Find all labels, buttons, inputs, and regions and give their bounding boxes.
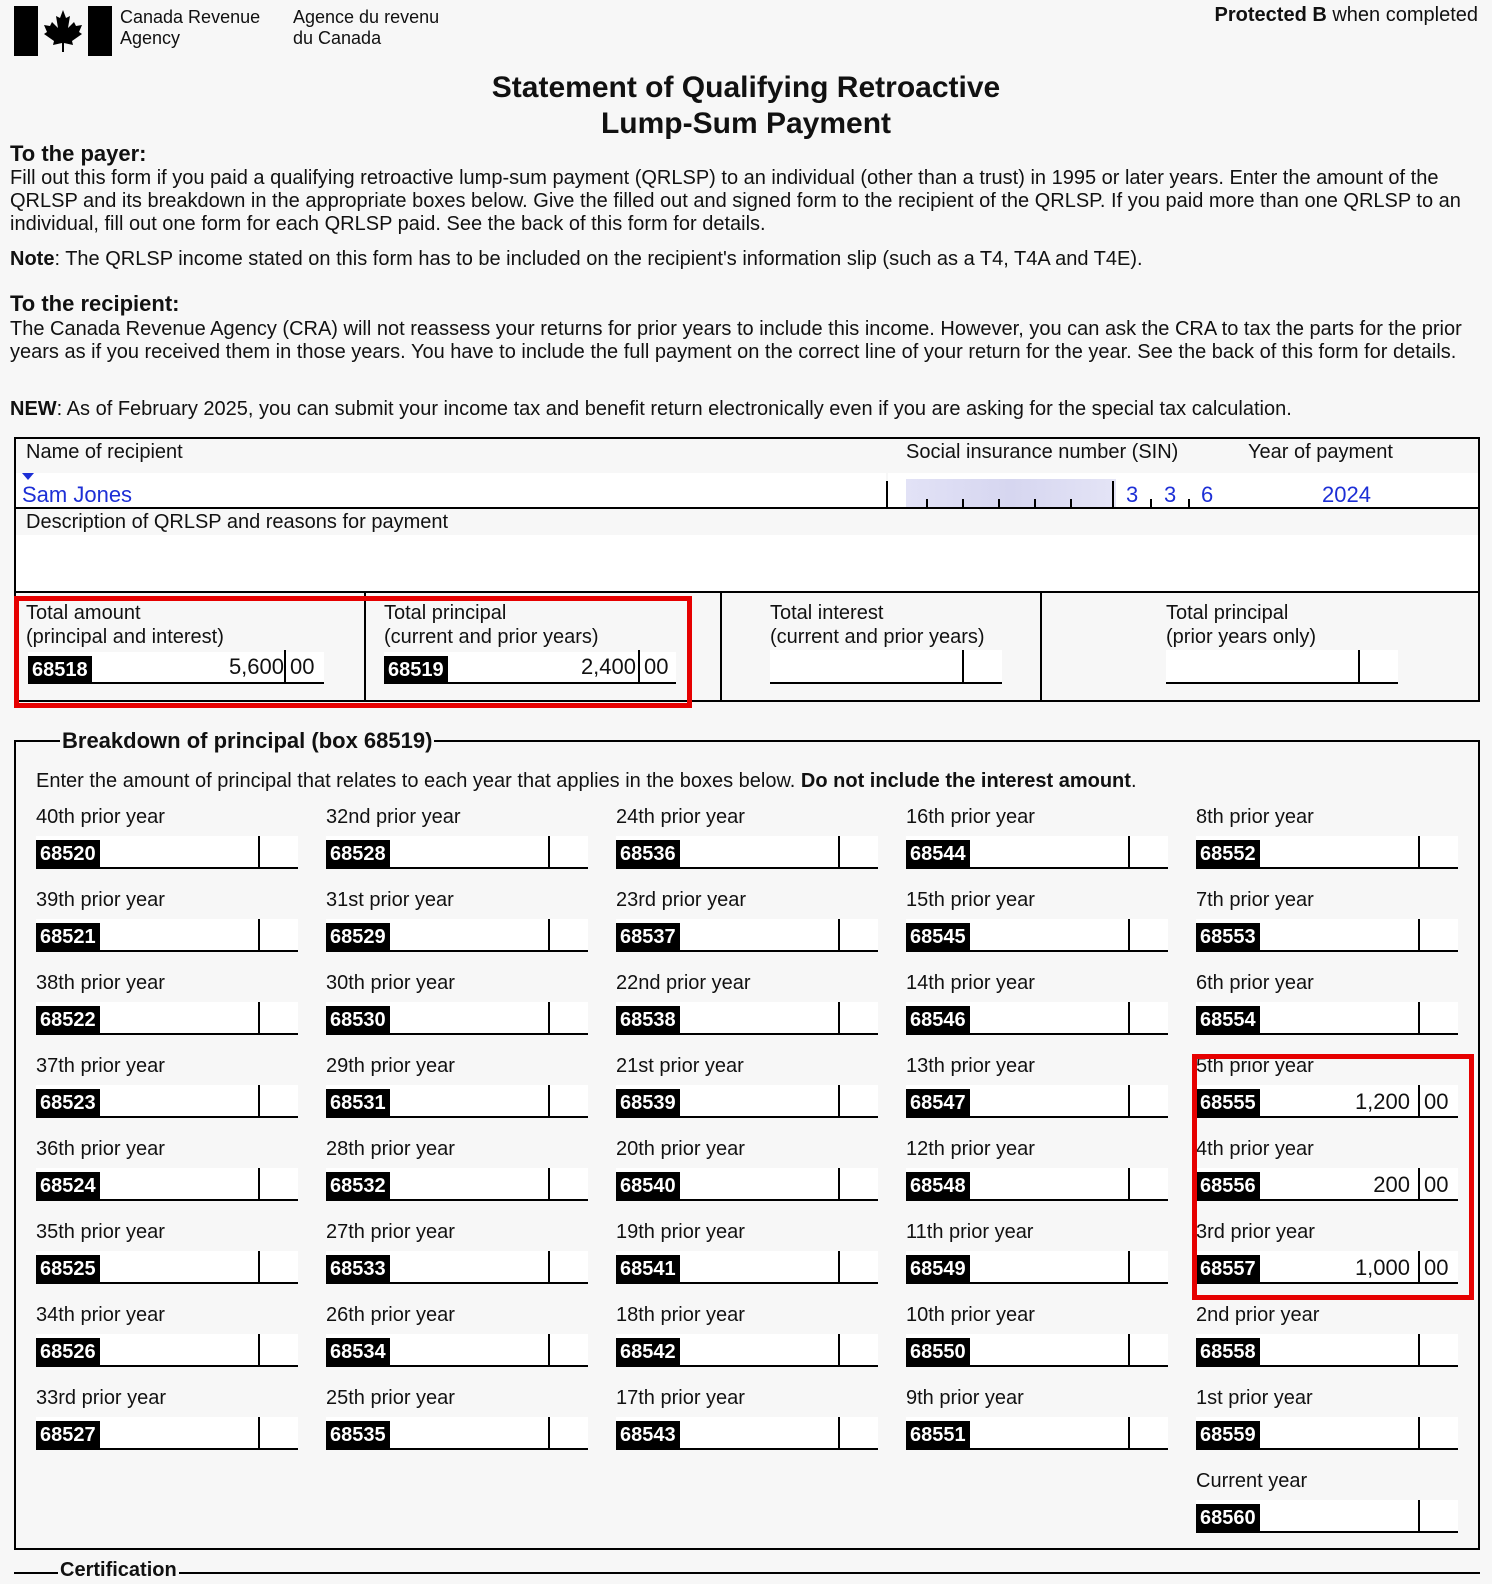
box-code: 68538 xyxy=(616,1006,680,1034)
year-label: 9th prior year xyxy=(906,1387,1024,1409)
year-label: 6th prior year xyxy=(1196,972,1314,994)
name-field[interactable] xyxy=(16,473,886,507)
principal-year-cell xyxy=(1196,1387,1458,1457)
year-label: 11th prior year xyxy=(906,1221,1034,1243)
year-label: 37th prior year xyxy=(36,1055,165,1077)
principal-year-cell xyxy=(1196,1470,1458,1540)
principal-year-cell xyxy=(36,972,298,1042)
agency-name-en: Canada Revenue Agency xyxy=(120,7,261,48)
box-code: 68551 xyxy=(906,1421,970,1449)
box-code: 68530 xyxy=(326,1006,390,1034)
principal-year-cell xyxy=(906,972,1168,1042)
box-code: 68523 xyxy=(36,1089,100,1117)
box-code: 68521 xyxy=(36,923,100,951)
year-label: 16th prior year xyxy=(906,806,1035,828)
total-principal-label: Total principal xyxy=(384,602,507,624)
year-label: 1st prior year xyxy=(1196,1387,1313,1409)
year-label: 8th prior year xyxy=(1196,806,1314,828)
box-code: 68541 xyxy=(616,1255,680,1283)
principal-year-cell xyxy=(616,1387,878,1457)
box-code: 68548 xyxy=(906,1172,970,1200)
page-title: Statement of Qualifying Retroactive Lump-Sum Payment xyxy=(491,71,1001,140)
box-code: 68544 xyxy=(906,840,970,868)
year-label: 5th prior year xyxy=(1196,1055,1314,1077)
sin-digit-8: 3 xyxy=(1164,482,1177,507)
principal-year-cell xyxy=(36,1055,298,1125)
dropdown-indicator-icon xyxy=(22,473,34,481)
total-interest-label: Total interest xyxy=(770,602,884,624)
principal-year-cell xyxy=(1196,889,1458,959)
box-code: 68536 xyxy=(616,840,680,868)
total-principal-prior-label: Total principal xyxy=(1166,602,1289,624)
amount-cents[interactable]: 00 xyxy=(1424,1255,1449,1280)
principal-year-cell xyxy=(906,1221,1168,1291)
breakdown-instructions: Enter the amount of principal that relates to each year that applies in the boxes below. Do not include the interest amount. xyxy=(36,770,1137,792)
box-code: 68560 xyxy=(1196,1504,1260,1532)
box-code: 68518 xyxy=(28,656,92,684)
box-code: 68555 xyxy=(1196,1089,1260,1117)
box-code: 68537 xyxy=(616,923,680,951)
year-label: Current year xyxy=(1196,1470,1308,1492)
principal-year-cell xyxy=(616,972,878,1042)
amount-value[interactable]: 1,200 xyxy=(1354,1089,1410,1114)
year-label: 20th prior year xyxy=(616,1138,745,1160)
year-label: 10th prior year xyxy=(906,1304,1035,1326)
principal-year-cell xyxy=(616,889,878,959)
box-code: 68557 xyxy=(1196,1255,1260,1283)
box-code: 68525 xyxy=(36,1255,100,1283)
total-interest-sublabel: (current and prior years) xyxy=(770,626,985,648)
payer-heading: To the payer: xyxy=(10,141,147,166)
breakdown-legend: Breakdown of principal (box 68519) xyxy=(62,728,433,753)
principal-year-cell xyxy=(906,1387,1168,1457)
box-code: 68535 xyxy=(326,1421,390,1449)
box-code: 68546 xyxy=(906,1006,970,1034)
box-code: 68553 xyxy=(1196,923,1260,951)
year-label: 3rd prior year xyxy=(1196,1221,1315,1243)
box-code: 68543 xyxy=(616,1421,680,1449)
box-code: 68528 xyxy=(326,840,390,868)
principal-year-cell xyxy=(616,1055,878,1125)
year-label: 33rd prior year xyxy=(36,1387,167,1409)
total-amount-sublabel: (principal and interest) xyxy=(26,626,224,648)
principal-year-cell xyxy=(326,1138,588,1208)
year-label: 31st prior year xyxy=(326,889,454,911)
recipient-body: The Canada Revenue Agency (CRA) will not reassess your returns for prior years to include this income. However, you can ask the CRA to tax the parts for the prior years as if you received them in those years. You have to include the full payment on the correct line of your return for the year. See the back of this form for details. xyxy=(10,318,1462,363)
year-label: 14th prior year xyxy=(906,972,1035,994)
canada-flag-icon xyxy=(14,6,112,56)
principal-year-cell xyxy=(616,1221,878,1291)
total-principal-prior-field[interactable] xyxy=(1166,650,1398,684)
box-code: 68545 xyxy=(906,923,970,951)
description-label: Description of QRLSP and reasons for payment xyxy=(26,511,449,533)
protected-label: Protected B when completed xyxy=(1214,4,1478,26)
year-label: 28th prior year xyxy=(326,1138,455,1160)
principal-year-cell xyxy=(326,889,588,959)
principal-year-cell xyxy=(326,1304,588,1374)
year-label: 19th prior year xyxy=(616,1221,745,1243)
year-label: 25th prior year xyxy=(326,1387,455,1409)
agency-name-fr: Agence du revenu du Canada xyxy=(293,7,440,48)
year-label: 15th prior year xyxy=(906,889,1035,911)
recipient-new: NEW: As of February 2025, you can submit your income tax and benefit return electronically even if you are asking for the special tax calculation. xyxy=(10,398,1292,420)
year-label: 22nd prior year xyxy=(616,972,751,994)
principal-year-cell xyxy=(906,1055,1168,1125)
total-amount-cents[interactable]: 00 xyxy=(290,654,315,679)
year-label: 32nd prior year xyxy=(326,806,461,828)
box-code: 68520 xyxy=(36,840,100,868)
box-code: 68529 xyxy=(326,923,390,951)
box-code: 68547 xyxy=(906,1089,970,1117)
sin-label: Social insurance number (SIN) xyxy=(906,441,1179,463)
box-code: 68554 xyxy=(1196,1006,1260,1034)
principal-year-cell xyxy=(36,1138,298,1208)
year-label: 7th prior year xyxy=(1196,889,1314,911)
box-code: 68550 xyxy=(906,1338,970,1366)
year-label: 26th prior year xyxy=(326,1304,455,1326)
total-principal-prior-sublabel: (prior years only) xyxy=(1166,626,1317,648)
box-code: 68549 xyxy=(906,1255,970,1283)
highlight-prior-years xyxy=(1192,1054,1474,1300)
total-principal-sublabel: (current and prior years) xyxy=(384,626,599,648)
box-code: 68558 xyxy=(1196,1338,1260,1366)
principal-year-cell xyxy=(1196,806,1458,876)
principal-year-cell xyxy=(36,1221,298,1291)
year-label: 30th prior year xyxy=(326,972,455,994)
principal-year-cell xyxy=(326,1055,588,1125)
box-code: 68540 xyxy=(616,1172,680,1200)
box-code: 68532 xyxy=(326,1172,390,1200)
certification-section xyxy=(14,1559,1480,1584)
certification-legend: Certification xyxy=(60,1559,177,1581)
payer-note: Note: The QRLSP income stated on this form has to be included on the recipient's information slip (such as a T4, T4A and T4E). xyxy=(10,248,1143,270)
year-label: 39th prior year xyxy=(36,889,165,911)
year-label: 27th prior year xyxy=(326,1221,455,1243)
box-code: 68552 xyxy=(1196,840,1260,868)
principal-year-cell xyxy=(326,972,588,1042)
amount-value[interactable]: 1,000 xyxy=(1354,1255,1410,1280)
year-label: 4th prior year xyxy=(1196,1138,1314,1160)
year-value[interactable]: 2024 xyxy=(1322,482,1371,507)
principal-year-cell xyxy=(326,1221,588,1291)
year-label: 17th prior year xyxy=(616,1387,745,1409)
sin-digit-9: 6 xyxy=(1201,482,1214,507)
year-label: 29th prior year xyxy=(326,1055,455,1077)
total-principal-prior-cell xyxy=(1040,592,1478,700)
year-label: 12th prior year xyxy=(906,1138,1035,1160)
box-code: 68519 xyxy=(384,656,448,684)
box-code: 68534 xyxy=(326,1338,390,1366)
principal-year-cell xyxy=(36,1304,298,1374)
principal-year-cell xyxy=(1196,972,1458,1042)
year-label: 23rd prior year xyxy=(616,889,747,911)
highlight-totals xyxy=(14,596,692,708)
principal-year-cell xyxy=(326,806,588,876)
box-code: 68533 xyxy=(326,1255,390,1283)
sin-digit-7: 3 xyxy=(1126,482,1139,507)
year-label: 40th prior year xyxy=(36,806,165,828)
amount-value[interactable]: 200 xyxy=(1373,1172,1410,1197)
principal-year-cell xyxy=(1196,1304,1458,1374)
total-principal-value[interactable]: 2,400 xyxy=(580,654,636,679)
box-code: 68526 xyxy=(36,1338,100,1366)
payer-body: Fill out this form if you paid a qualifying retroactive lump-sum payment (QRLSP) to an individual (other than a trust) in 1995 or later years. Enter the amount of the QRLSP and its breakdown in the appropriate boxes below. Give the filled out and signed form to the recipient of the QRLSP. If you paid more than one QRLSP to an individual, fill out one form for each QRLSP paid. See the back of this form for details. xyxy=(10,167,1461,235)
amount-cents[interactable]: 00 xyxy=(1424,1089,1449,1114)
principal-year-cell xyxy=(36,889,298,959)
box-code: 68559 xyxy=(1196,1421,1260,1449)
box-code: 68524 xyxy=(36,1172,100,1200)
year-label: 24th prior year xyxy=(616,806,745,828)
amount-cents[interactable]: 00 xyxy=(1424,1172,1449,1197)
principal-year-cell xyxy=(36,1387,298,1457)
year-label: Year of payment xyxy=(1248,441,1393,463)
year-label: 21st prior year xyxy=(616,1055,744,1077)
year-label: 38th prior year xyxy=(36,972,165,994)
principal-year-cell xyxy=(616,1304,878,1374)
box-code: 68556 xyxy=(1196,1172,1260,1200)
year-label: 35th prior year xyxy=(36,1221,165,1243)
year-label: 2nd prior year xyxy=(1196,1304,1320,1326)
year-label: 36th prior year xyxy=(36,1138,165,1160)
box-code: 68542 xyxy=(616,1338,680,1366)
recipient-heading: To the recipient: xyxy=(10,291,180,316)
box-code: 68522 xyxy=(36,1006,100,1034)
principal-year-cell xyxy=(906,1304,1168,1374)
principal-year-cell xyxy=(616,806,878,876)
total-interest-field[interactable] xyxy=(770,650,1002,684)
box-code: 68527 xyxy=(36,1421,100,1449)
box-code: 68539 xyxy=(616,1089,680,1117)
total-amount-value[interactable]: 5,600 xyxy=(228,654,284,679)
header xyxy=(0,0,1492,60)
name-label: Name of recipient xyxy=(26,441,183,463)
year-label: 18th prior year xyxy=(616,1304,745,1326)
total-amount-label: Total amount xyxy=(26,602,141,624)
principal-year-cell xyxy=(616,1138,878,1208)
principal-year-cell xyxy=(906,1138,1168,1208)
year-label: 34th prior year xyxy=(36,1304,165,1326)
box-code: 68531 xyxy=(326,1089,390,1117)
principal-year-cell xyxy=(906,806,1168,876)
sin-redacted xyxy=(906,479,1116,507)
name-value[interactable]: Sam Jones xyxy=(22,482,133,507)
total-principal-cents[interactable]: 00 xyxy=(644,654,669,679)
principal-year-cell xyxy=(326,1387,588,1457)
principal-year-cell xyxy=(36,806,298,876)
description-field[interactable] xyxy=(16,535,1478,591)
year-label: 13th prior year xyxy=(906,1055,1035,1077)
total-interest-cell xyxy=(720,592,1042,700)
principal-year-cell xyxy=(906,889,1168,959)
